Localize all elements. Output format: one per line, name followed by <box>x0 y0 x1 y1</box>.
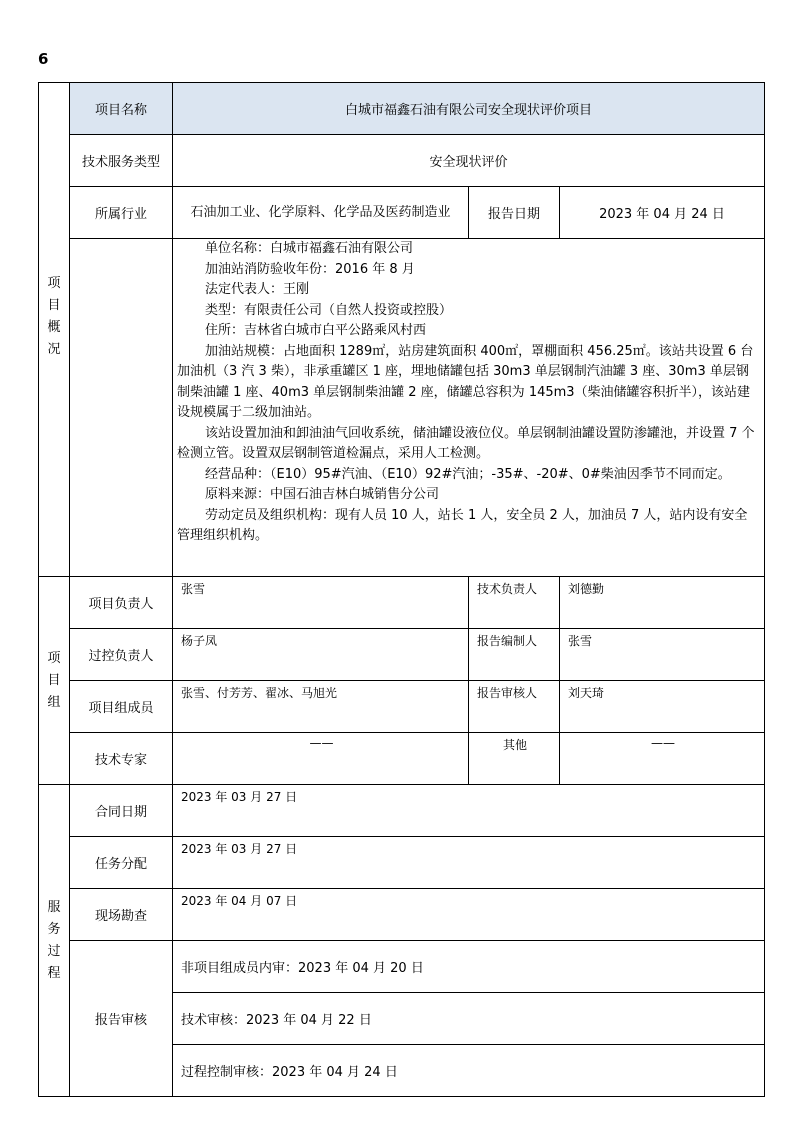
contract-date-label: 合同日期 <box>70 785 173 837</box>
project-name: 白城市福鑫石油有限公司安全现状评价项目 <box>173 83 765 135</box>
process-section-label: 服 务 过 程 <box>39 785 70 1097</box>
service-type-label: 技术服务类型 <box>70 135 173 187</box>
report-reviewer-label: 报告审核人 <box>469 681 560 733</box>
contract-date-value: 2023 年 03 月 27 日 <box>173 785 765 837</box>
tech-leader-label: 技术负责人 <box>469 577 560 629</box>
overview-line: 加油站消防验收年份：2016 年 8 月 <box>205 261 415 277</box>
members-label: 项目组成员 <box>70 681 173 733</box>
project-info-table <box>38 82 765 1097</box>
overview-line: 住所：吉林省白城市白平公路乘风村西 <box>205 323 427 338</box>
industry: 石油加工业、化学原料、化学品及医药制造业 <box>173 187 469 239</box>
tech-leader-value: 刘德勤 <box>560 577 765 629</box>
expert-label: 技术专家 <box>70 733 173 785</box>
leader-label: 项目负责人 <box>70 577 173 629</box>
overview-line: 单位名称：白城市福鑫石油有限公司 <box>205 241 414 256</box>
site-survey-value: 2023 年 04 月 07 日 <box>173 889 765 941</box>
team-section-label: 项 目 组 <box>39 577 70 785</box>
expert-value: —— <box>173 733 469 785</box>
overview-line: 加油站规模：占地面积 1289㎡，站房建筑面积 400㎡，罩棚面积 456.25㎡。该站共设置 6 台加油机（3 汽 3 柴），非承重罐区 1 座，埋地储罐包括 30m3 单层钢制汽油罐 3 座、30m3 单层钢制柴油罐 1 座、40m3 单层钢制柴油罐 2 座，储罐总容积为 145m3（柴油储罐容积折半），该站建设规模属于二级加油站。 <box>177 343 754 420</box>
task-assign-value: 2023 年 03 月 27 日 <box>173 837 765 889</box>
report-writer-value: 张雪 <box>560 629 765 681</box>
overview-content <box>173 239 765 577</box>
tech-review: 技术审核：2023 年 04 月 22 日 <box>173 993 765 1045</box>
overview-section-label: 项 目 概 况 <box>39 83 70 577</box>
page-number: 6 <box>38 50 49 68</box>
process-leader-value: 杨子凤 <box>173 629 469 681</box>
members-value: 张雪、付芳芳、翟冰、马旭光 <box>173 681 469 733</box>
overview-line: 原料来源：中国石油吉林白城销售分公司 <box>205 487 440 502</box>
report-review-label: 报告审核 <box>70 941 173 1097</box>
site-survey-label: 现场勘查 <box>70 889 173 941</box>
overview-blank-cell <box>70 239 173 577</box>
industry-label: 所属行业 <box>70 187 173 239</box>
task-assign-label: 任务分配 <box>70 837 173 889</box>
leader-value: 张雪 <box>173 577 469 629</box>
overview-line: 经营品种：（E10）95#汽油、（E10）92#汽油；-35#、-20#、0#柴油因季节不同而定。 <box>205 466 731 482</box>
report-writer-label: 报告编制人 <box>469 629 560 681</box>
other-value: —— <box>560 733 765 785</box>
report-reviewer-value: 刘天琦 <box>560 681 765 733</box>
overview-line: 类型：有限责任公司（自然人投资或控股） <box>205 302 453 318</box>
service-type: 安全现状评价 <box>173 135 765 187</box>
overview-line: 该站设置加油和卸油油气回收系统，储油罐设液位仪。单层钢制油罐设置防渗罐池，并设置 7 个检测立管。设置双层钢制管道检漏点，采用人工检测。 <box>177 425 755 461</box>
overview-line: 劳动定员及组织机构：现有人员 10 人，站长 1 人，安全员 2 人，加油员 7 人，站内设有安全管理组织机构。 <box>177 507 748 543</box>
process-review: 过程控制审核：2023 年 04 月 24 日 <box>173 1045 765 1097</box>
report-date-label: 报告日期 <box>469 187 560 239</box>
overview-line: 法定代表人：王刚 <box>205 282 310 297</box>
internal-review: 非项目组成员内审：2023 年 04 月 20 日 <box>173 941 765 993</box>
other-label: 其他 <box>469 733 560 785</box>
process-leader-label: 过控负责人 <box>70 629 173 681</box>
project-name-label: 项目名称 <box>70 83 173 135</box>
report-date: 2023 年 04 月 24 日 <box>560 187 765 239</box>
